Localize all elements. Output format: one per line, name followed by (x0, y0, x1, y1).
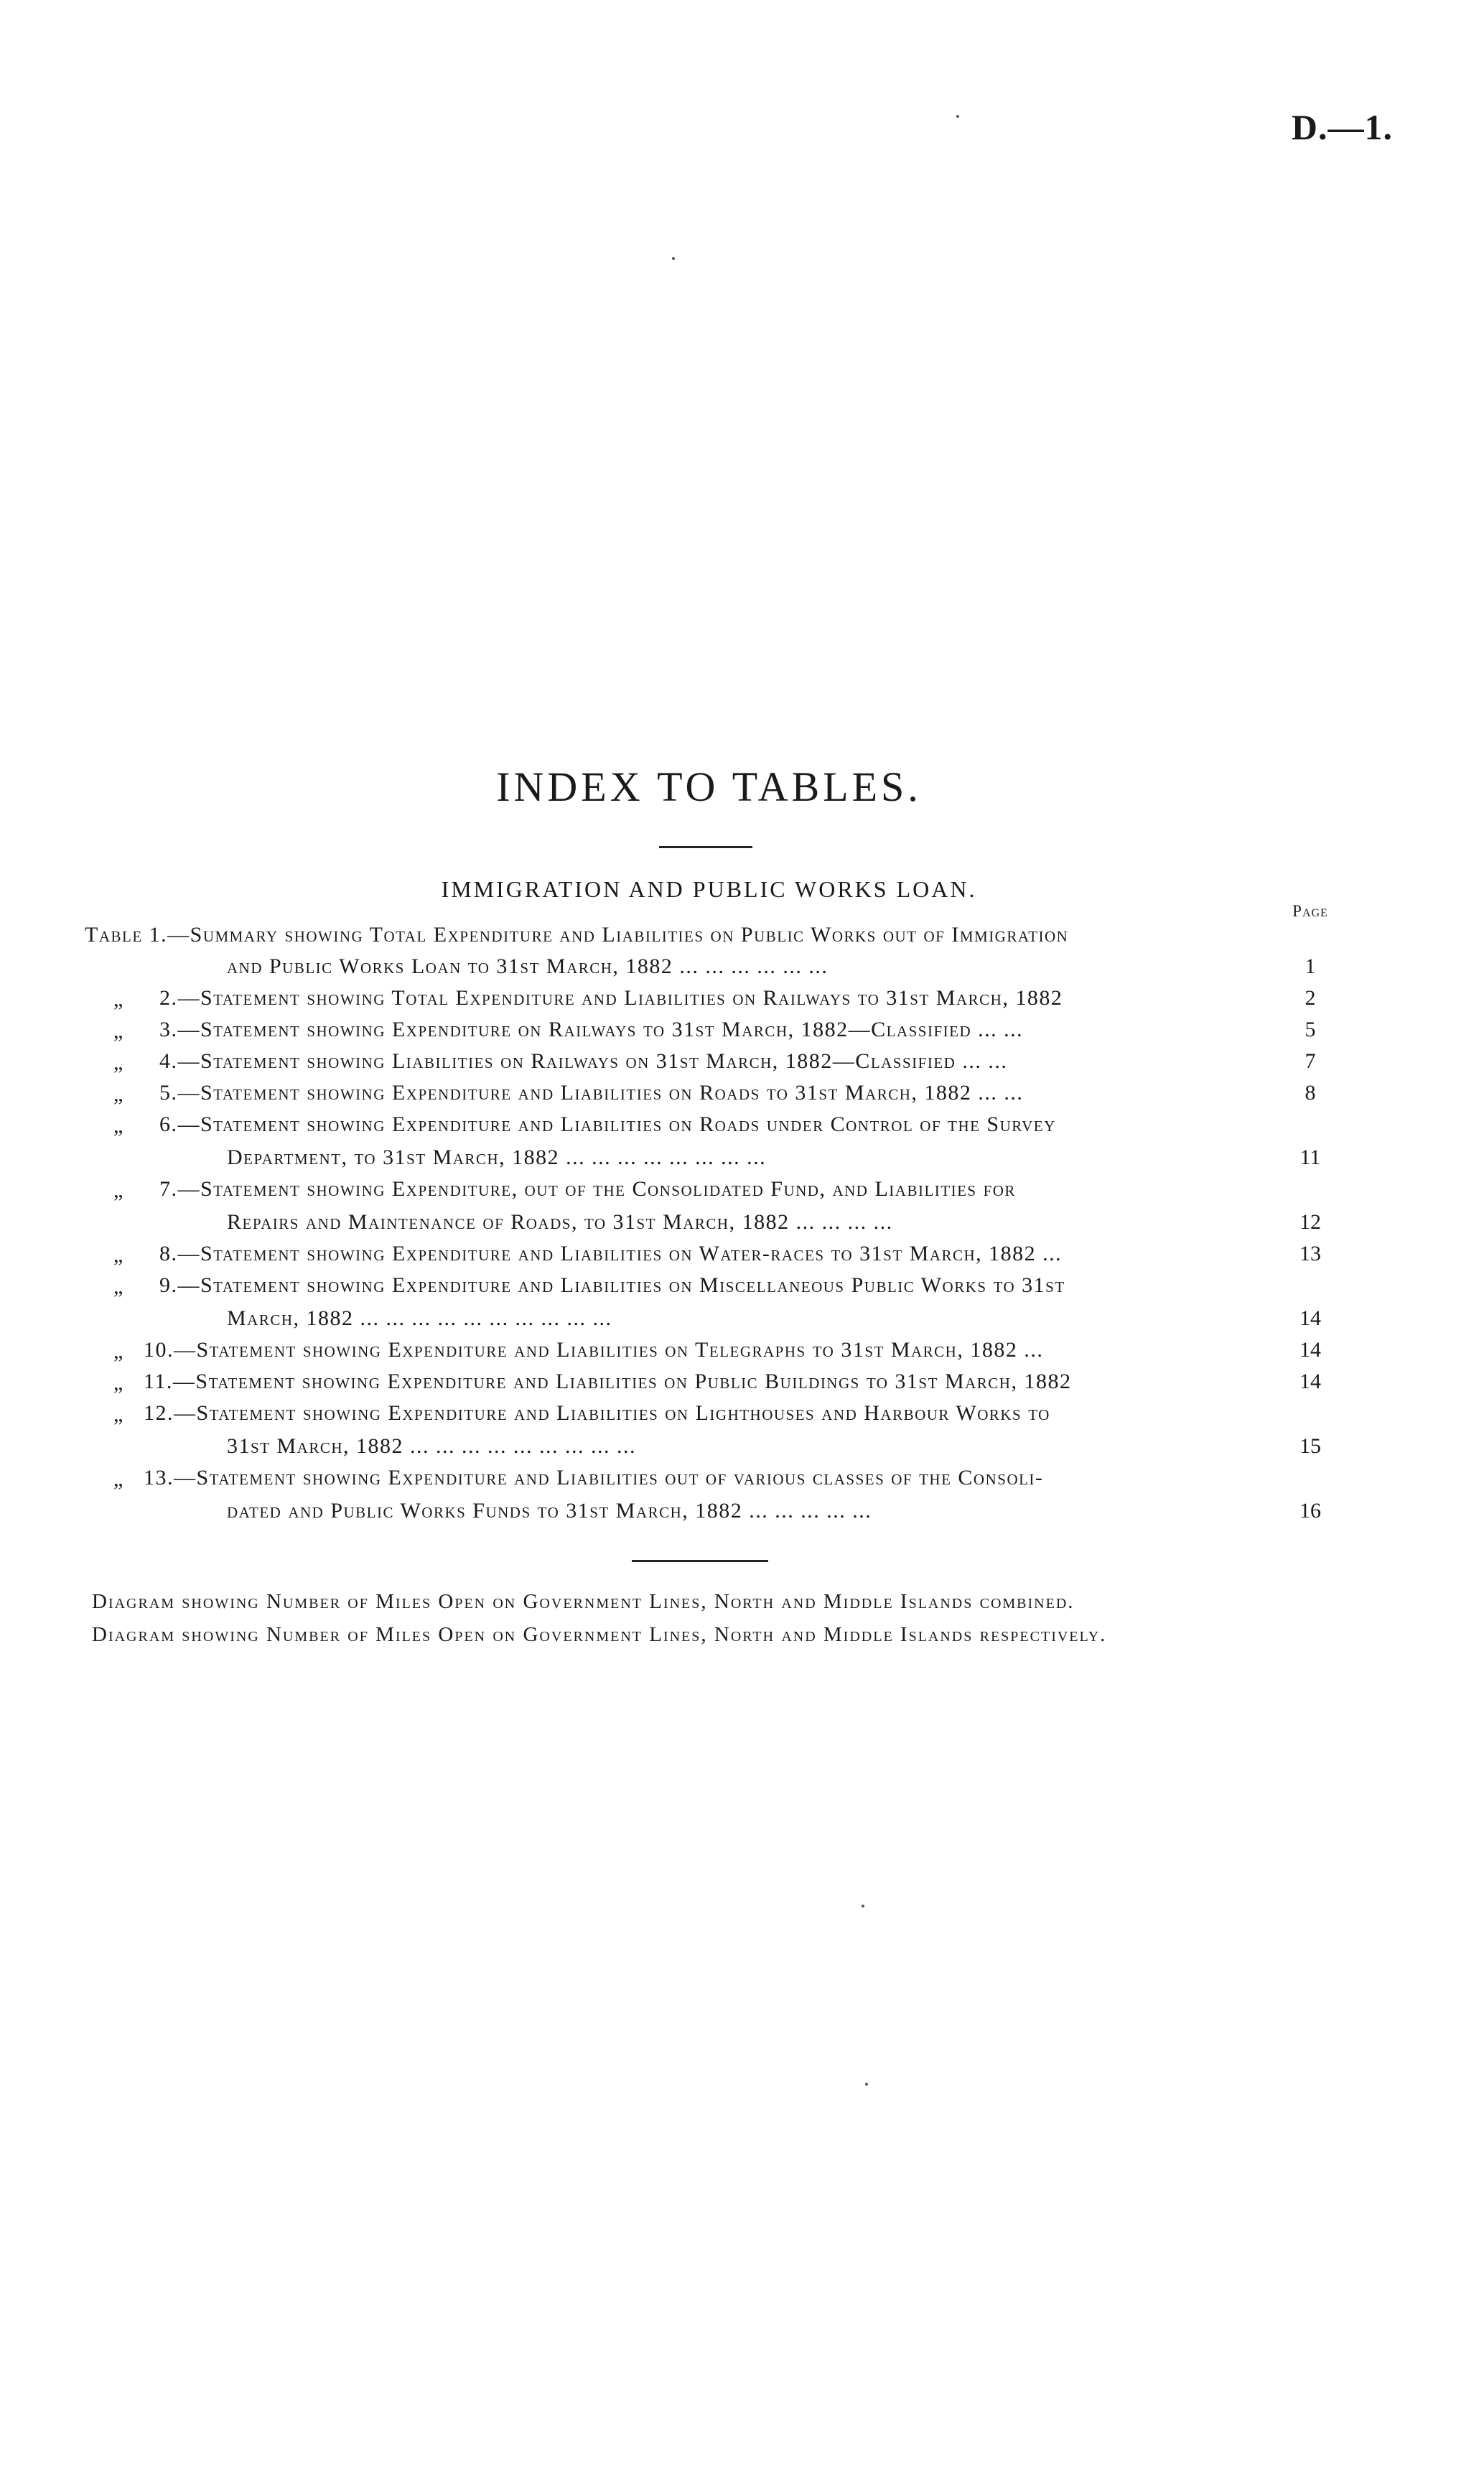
ditto-mark: „ (113, 1403, 123, 1426)
toc-entry-6-line-2: Department, to 31st March, 1882 ... ... ... ... ... ... ... ... (227, 1145, 767, 1169)
page-reference: D.—1. (1291, 107, 1393, 147)
toc-entry-7-line-1: 7.—Statement showing Expenditure, out of the Consolidated Fund, and Liabilities for (159, 1177, 1016, 1201)
toc-entry-13-page: 16 (1299, 1499, 1321, 1523)
toc-entry-12-page: 15 (1299, 1434, 1321, 1458)
section-divider (632, 1560, 768, 1562)
toc-entry-8-line-1: 8.—Statement showing Expenditure and Liabilities on Water-races to 31st March, 1882 ... (159, 1242, 1063, 1265)
ditto-mark: „ (113, 1114, 123, 1138)
ditto-mark: „ (113, 1275, 123, 1298)
toc-entry-10-line-1: 10.—Statement showing Expenditure and Liabilities on Telegraphs to 31st March, 1882 ... (144, 1338, 1044, 1362)
toc-entry-4-page: 7 (1305, 1049, 1316, 1073)
toc-entry-9-page: 14 (1299, 1306, 1321, 1330)
speck (672, 257, 675, 260)
toc-entry-2-line-1: 2.—Statement showing Total Expenditure and Liabilities on Railways to 31st March, 1882 (159, 986, 1063, 1010)
toc-entry-7-line-2: Repairs and Maintenance of Roads, to 31st March, 1882 ... ... ... ... (227, 1210, 893, 1234)
page-column-heading: Page (1292, 902, 1328, 920)
toc-entry-4-line-1: 4.—Statement showing Liabilities on Railways on 31st March, 1882—Classified ... ... (159, 1049, 1008, 1073)
page-title: INDEX TO TABLES. (496, 763, 922, 810)
toc-entry-12-line-2: 31st March, 1882 ... ... ... ... ... ... ... ... ... (227, 1434, 637, 1458)
toc-entry-12-line-1: 12.—Statement showing Expenditure and Liabilities on Lighthouses and Harbour Works to (144, 1401, 1050, 1425)
ditto-mark: „ (113, 1019, 123, 1043)
ditto-mark: „ (113, 987, 123, 1011)
ditto-mark: „ (113, 1179, 123, 1202)
ditto-mark: „ (113, 1371, 123, 1395)
toc-entry-9-line-1: 9.—Statement showing Expenditure and Liabilities on Miscellaneous Public Works to 31st (159, 1273, 1065, 1297)
toc-entry-5-line-1: 5.—Statement showing Expenditure and Liabilities on Roads to 31st March, 1882 ... ... (159, 1081, 1024, 1105)
diagram-entry-1: Diagram showing Number of Miles Open on Government Lines, North and Middle Islands combined. (92, 1590, 1075, 1613)
toc-entry-11-line-1: 11.—Statement showing Expenditure and Liabilities on Public Buildings to 31st March, 1882 (144, 1370, 1072, 1393)
title-divider (659, 846, 752, 848)
toc-entry-6-line-1: 6.—Statement showing Expenditure and Liabilities on Roads under Control of the Survey (159, 1112, 1056, 1136)
ditto-mark: „ (113, 1339, 123, 1363)
diagram-entry-2: Diagram showing Number of Miles Open on Government Lines, North and Middle Islands respectively. (92, 1623, 1107, 1646)
ditto-mark: „ (113, 1051, 123, 1074)
toc-entry-5-page: 8 (1305, 1081, 1316, 1105)
ditto-mark: „ (113, 1082, 123, 1106)
toc-entry-1-line-1: Table 1.—Summary showing Total Expenditure and Liabilities on Public Works out of Immigration (85, 923, 1069, 947)
toc-entry-2-page: 2 (1305, 986, 1316, 1010)
toc-entry-3-line-1: 3.—Statement showing Expenditure on Railways to 31st March, 1882—Classified ... ... (159, 1018, 1024, 1041)
toc-entry-13-line-1: 13.—Statement showing Expenditure and Liabilities out of various classes of the Consoli- (144, 1466, 1044, 1490)
toc-entry-3-page: 5 (1305, 1018, 1316, 1041)
toc-entry-7-page: 12 (1299, 1210, 1321, 1234)
ditto-mark: „ (113, 1467, 123, 1491)
speck (956, 115, 959, 118)
ditto-mark: „ (113, 1243, 123, 1267)
toc-entry-11-page: 14 (1299, 1370, 1321, 1393)
toc-entry-10-page: 14 (1299, 1338, 1321, 1362)
toc-entry-6-page: 11 (1299, 1145, 1321, 1169)
speck (865, 2083, 868, 2086)
toc-entry-1-page: 1 (1305, 954, 1316, 978)
speck (862, 1905, 864, 1907)
toc-entry-9-line-2: March, 1882 ... ... ... ... ... ... ... ... ... ... (227, 1306, 612, 1330)
section-heading: IMMIGRATION AND PUBLIC WORKS LOAN. (441, 876, 977, 902)
toc-entry-1-line-2: and Public Works Loan to 31st March, 1882 ... ... ... ... ... ... (227, 954, 829, 978)
toc-entry-13-line-2: dated and Public Works Funds to 31st March, 1882 ... ... ... ... ... (227, 1499, 872, 1523)
toc-entry-8-page: 13 (1299, 1242, 1321, 1265)
